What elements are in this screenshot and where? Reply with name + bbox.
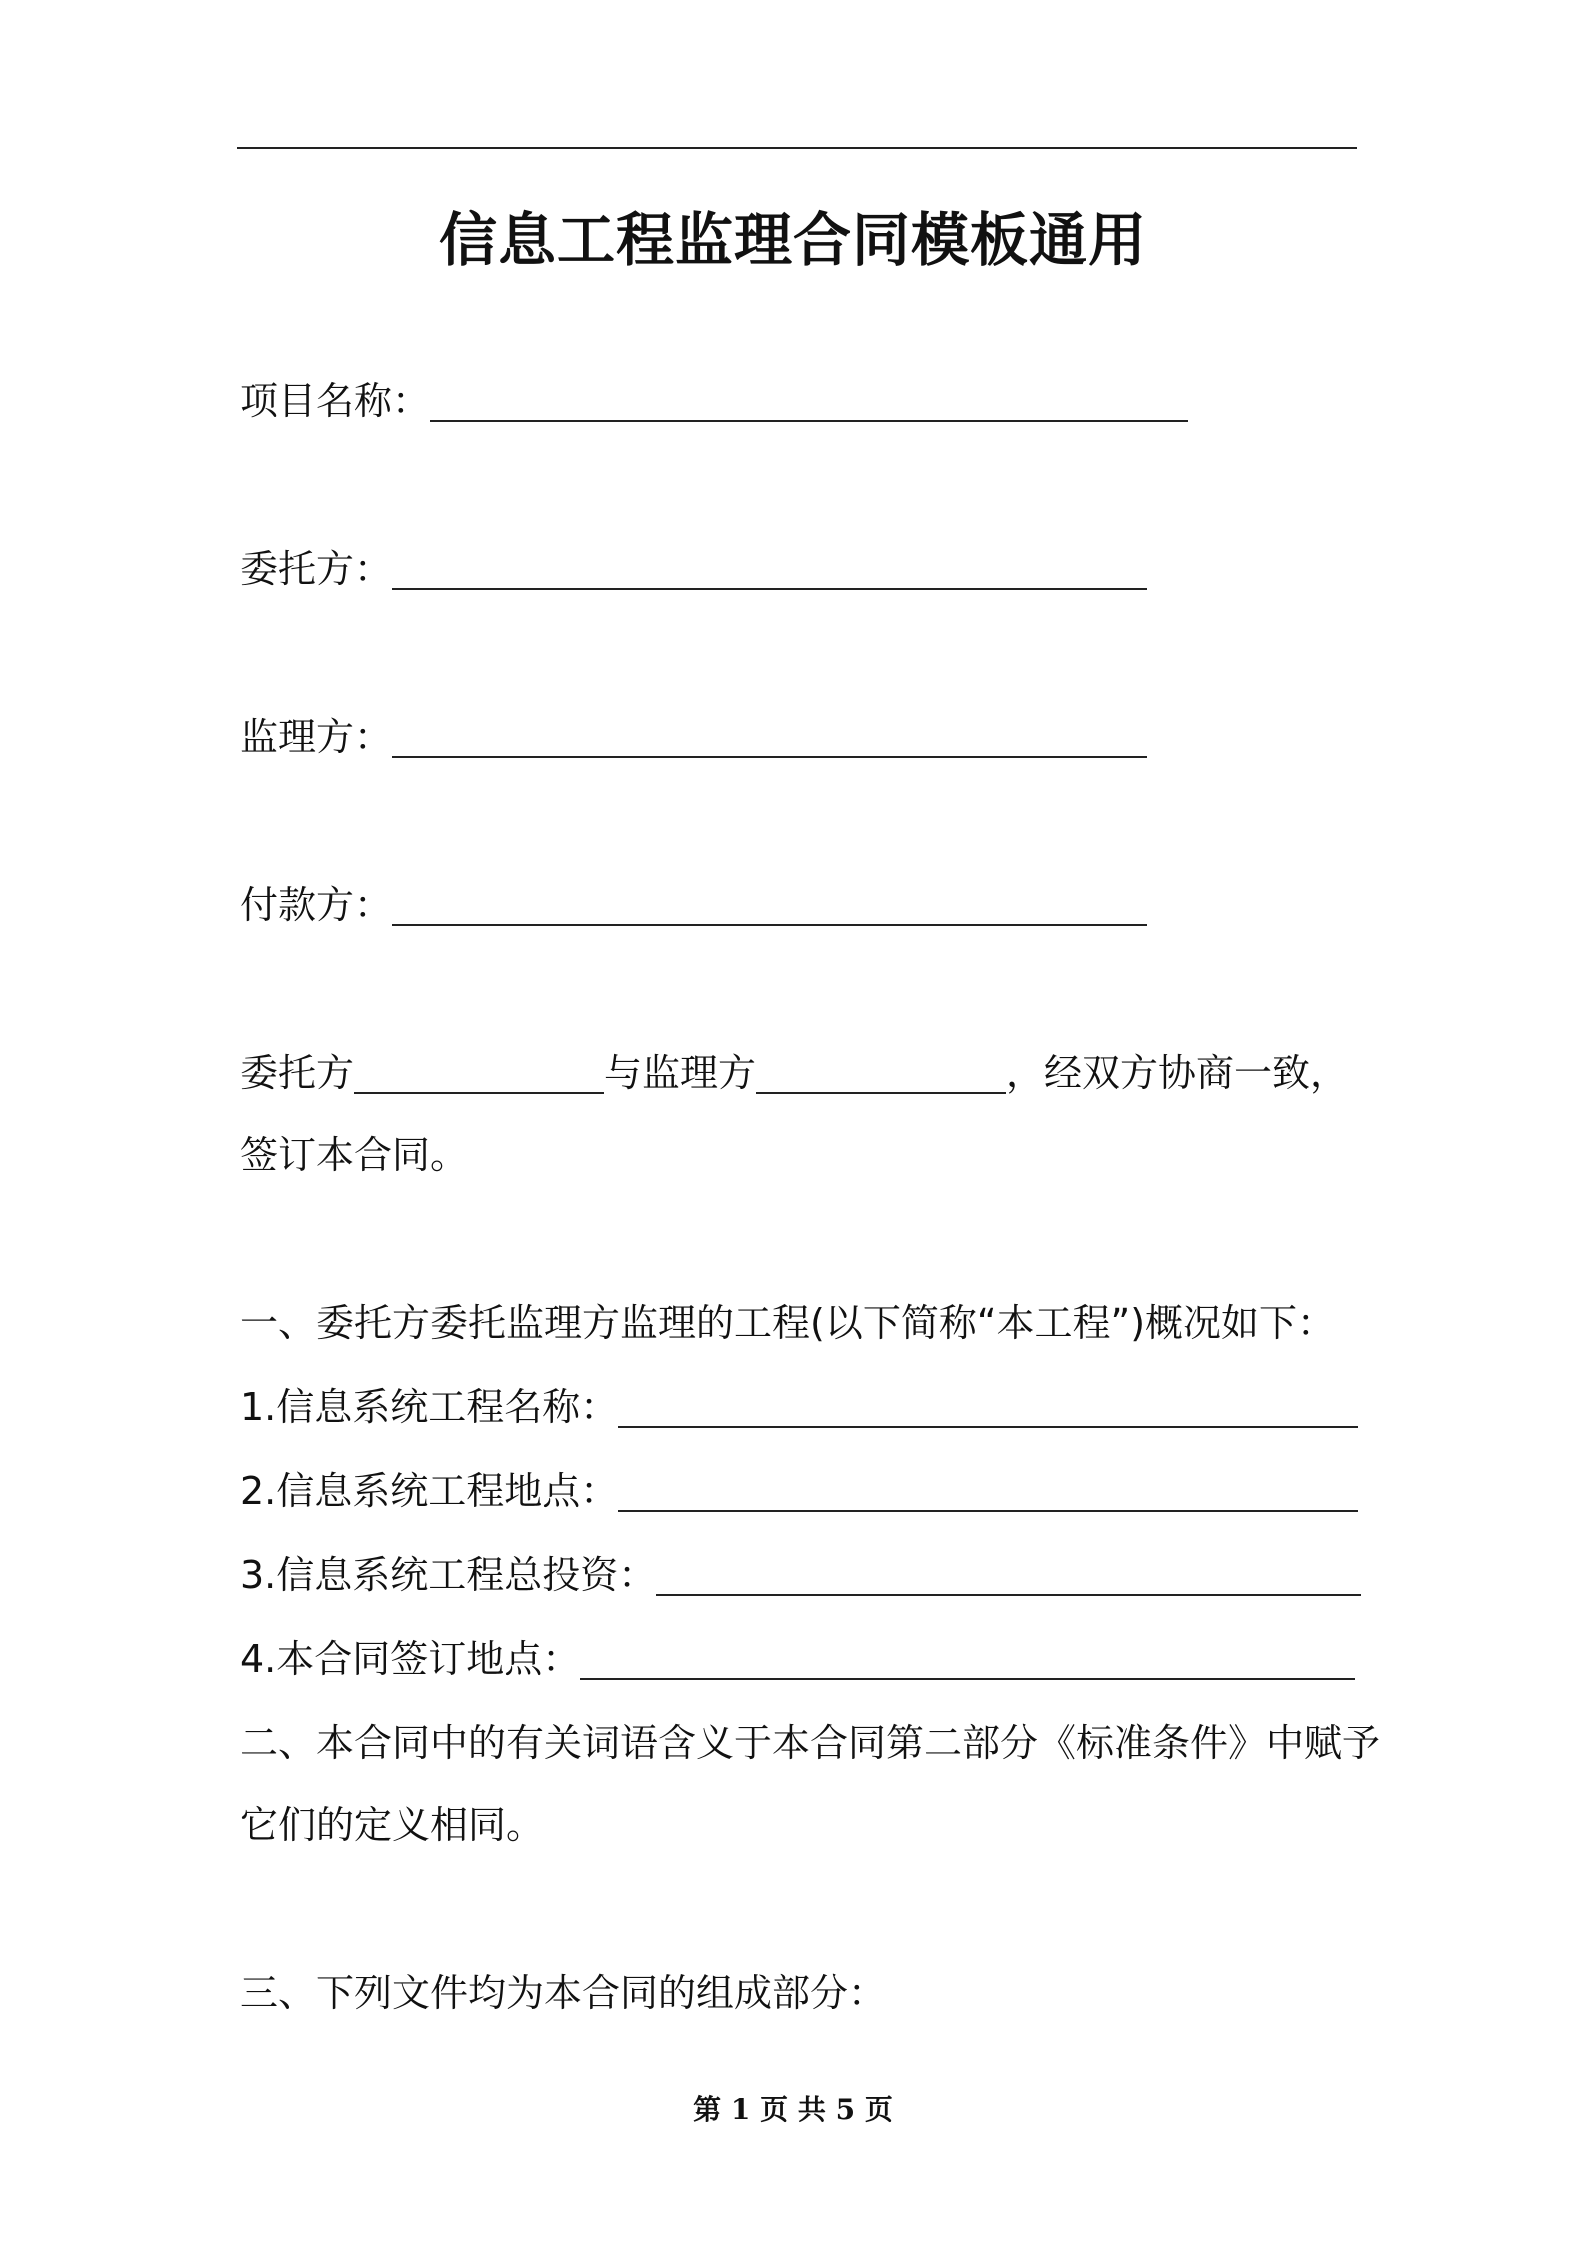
section1-item3-blank[interactable] xyxy=(656,1550,1361,1596)
section1-item2-label: 2.信息系统工程地点： xyxy=(240,1469,619,1513)
section1-item4-blank[interactable] xyxy=(580,1634,1355,1680)
intro-part3: ，经双方协商一致， xyxy=(1006,1051,1349,1095)
client-blank[interactable] xyxy=(392,544,1147,590)
client-label: 委托方： xyxy=(240,547,393,591)
section3-heading xyxy=(240,1968,886,2018)
header-rule xyxy=(237,147,1357,149)
section1-item1-label: 1.信息系统工程名称： xyxy=(240,1385,619,1429)
section1-item2-blank[interactable] xyxy=(618,1466,1358,1512)
section1-item3-row xyxy=(240,1550,1361,1600)
page-footer: 第 1 页 共 5 页 xyxy=(693,2093,893,2126)
section1-item2-row xyxy=(240,1466,1358,1516)
payer-blank[interactable] xyxy=(392,880,1147,926)
supervisor-blank[interactable] xyxy=(392,712,1147,758)
intro-part1: 委托方 xyxy=(240,1051,355,1095)
section1-item1-row xyxy=(240,1382,1358,1432)
intro-client-blank[interactable] xyxy=(354,1048,604,1094)
section2-row-2 xyxy=(240,1800,544,1850)
section1-item1-blank[interactable] xyxy=(618,1382,1358,1428)
intro-row xyxy=(240,1048,1348,1098)
document-title: 信息工程监理合同模板通用 xyxy=(438,206,1147,274)
intro-supervisor-blank[interactable] xyxy=(756,1048,1006,1094)
client-row xyxy=(240,544,1147,594)
payer-label: 付款方： xyxy=(240,883,393,927)
project-name-label: 项目名称： xyxy=(240,379,431,423)
section1-item3-label: 3.信息系统工程总投资： xyxy=(240,1553,657,1597)
section2-line2: 它们的定义相同。 xyxy=(240,1803,545,1847)
section1-heading xyxy=(240,1298,1335,1348)
section2-line1: 二、本合同中的有关词语含义于本合同第二部分《标准条件》中赋予 xyxy=(240,1721,1381,1765)
section2-row-1 xyxy=(240,1718,1380,1768)
supervisor-label: 监理方： xyxy=(240,715,393,759)
project-name-blank[interactable] xyxy=(430,376,1188,422)
intro-row-2 xyxy=(240,1130,468,1180)
project-name-row xyxy=(240,376,1188,426)
section3-heading-text: 三、下列文件均为本合同的组成部分： xyxy=(240,1971,887,2015)
payer-row xyxy=(240,880,1147,930)
section1-heading-text: 一、委托方委托监理方监理的工程(以下简称“本工程”)概况如下： xyxy=(240,1301,1336,1345)
supervisor-row xyxy=(240,712,1147,762)
section1-item4-label: 4.本合同签订地点： xyxy=(240,1637,581,1681)
section1-item4-row xyxy=(240,1634,1355,1684)
intro-part2: 与监理方 xyxy=(604,1051,757,1095)
intro-part4: 签订本合同。 xyxy=(240,1133,469,1177)
